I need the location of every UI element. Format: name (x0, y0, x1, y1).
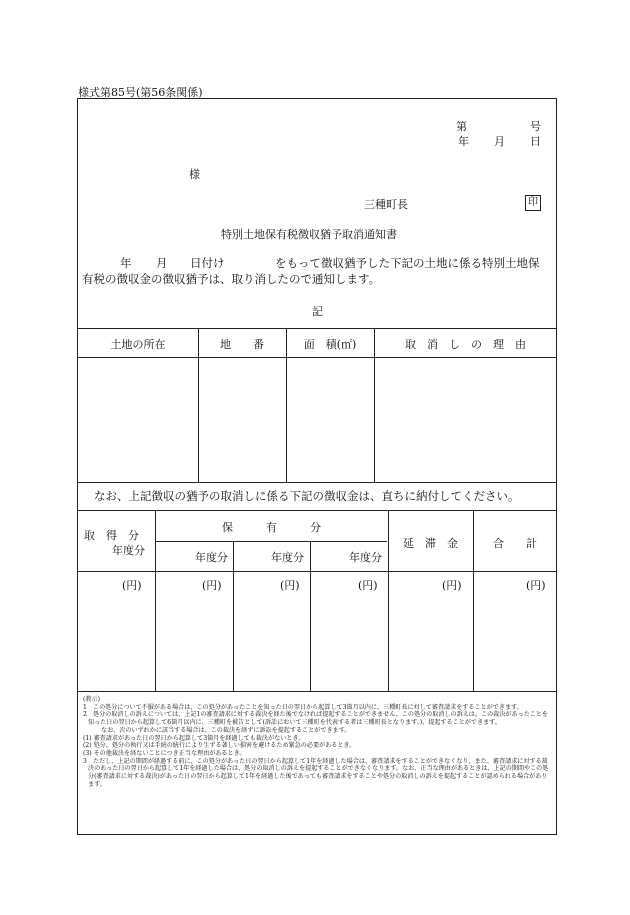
late-fee-label: 延 滞 金 (403, 537, 458, 550)
number-label-left: 第 (456, 120, 467, 133)
body-month: 月 (156, 256, 168, 270)
notes-heading: (教示) (83, 696, 100, 703)
note-2-item-1: (1) 審査請求があった日の翌日から起算して3箇月を経過しても裁決がないとき。 (83, 734, 305, 742)
divider (155, 541, 387, 542)
note-2-item-3: (3) その他裁決を経ないことにつき正当な理由があるとき。 (83, 749, 246, 757)
yen-unit: (円) (358, 579, 378, 592)
held-fy-2: 年度分 (271, 551, 304, 564)
body-line2: 有税の徴収金の徴収猶予は、取り消したので通知します。 (82, 272, 381, 286)
divider (155, 510, 156, 691)
acquired-label: 取 得 分 (84, 529, 139, 542)
document-title: 特別土地保有税徴収猶予取消通知書 (221, 228, 397, 241)
note-1: 1 この処分について不服がある場合は、この処分があったことを知った日の翌日から起算して3箇月以内に、三種町長に対して審査請求をすることができます。 (83, 703, 523, 711)
date-day-label: 日 (530, 135, 541, 148)
number-label-right: 号 (530, 120, 541, 133)
col-reason: 取 消 し の 理 由 (405, 338, 526, 351)
instruction-notes (83, 696, 551, 788)
date-year-label: 年 (458, 135, 469, 148)
body-day-suffix: 日付け (190, 256, 225, 270)
yen-unit: (円) (280, 579, 300, 592)
yen-unit: (円) (122, 579, 142, 592)
form-id: 様式第85号(第56条関係) (78, 86, 203, 99)
divider (78, 691, 556, 692)
note-2-proviso: なお、次のいずれかに該当する場合は、この裁決を経ずに訴訟を提起することができます。 (101, 726, 351, 734)
addressee-suffix: 様 (189, 168, 200, 181)
total-label: 合 計 (493, 537, 537, 550)
payment-notice: なお、上記徴収の猶予の取消しに係る下記の徴収金は、直ちに納付してください。 (94, 489, 520, 503)
ki-label: 記 (312, 305, 323, 318)
date-month-label: 月 (494, 135, 505, 148)
divider (78, 482, 556, 483)
note-3: 3 ただし、上記の期間が経過する前に、この処分があった日の翌日から起算して1年を経過した場合は、審査請求をすることができなくなり、また、審査請求に対する裁決のあった日の翌日から起算して1年を経過した場合は、処分の取消しの訴えを提起することができなくなります。なお、正当な理由があるときは、上記の期間やこの処分(審査請求に対する裁決)があった日の翌日から起算して1年を経過した後であっても審査請求をすることや処分の取消しの訴えを提起することが認められる場合があります。 (83, 757, 549, 788)
divider (233, 541, 234, 691)
col-lot: 地 番 (220, 338, 264, 351)
divider (78, 328, 556, 329)
yen-unit: (円) (202, 579, 222, 592)
held-label: 保 有 分 (222, 521, 321, 534)
yen-unit: (円) (442, 579, 462, 592)
divider (78, 510, 556, 511)
note-2-item-2: (2) 処分、処分の執行又は手続の続行により生ずる著しい損害を避けるため緊急の必要があるとき。 (83, 742, 356, 750)
form-frame (77, 98, 557, 835)
col-location: 土地の所在 (110, 338, 166, 351)
col-area: 面 積(㎡) (303, 338, 357, 351)
issuer: 三種町長 (364, 198, 408, 211)
seal-mark: 印 (525, 195, 541, 211)
note-2: 2 処分の取消しの訴えについては、上記1の審査請求に対する裁決を経た後でなければ提起することができません。この処分の取消しの訴えは、この裁決があったことを知った日の翌日から起算して6箇月以内に、三種町を被告として(訴訟において三種町を代表する者は三種町長となります。)、提起することができます。 (83, 711, 548, 727)
divider (78, 357, 556, 358)
body-year: 年 (120, 256, 132, 270)
body-line1: をもって徴収猶予した下記の土地に係る特別土地保 (275, 256, 540, 270)
divider (310, 541, 311, 691)
yen-unit: (円) (526, 579, 546, 592)
held-fy-1: 年度分 (195, 551, 228, 564)
divider (78, 571, 556, 572)
held-fy-3: 年度分 (349, 551, 382, 564)
acquired-fy-label: 年度分 (112, 544, 145, 557)
